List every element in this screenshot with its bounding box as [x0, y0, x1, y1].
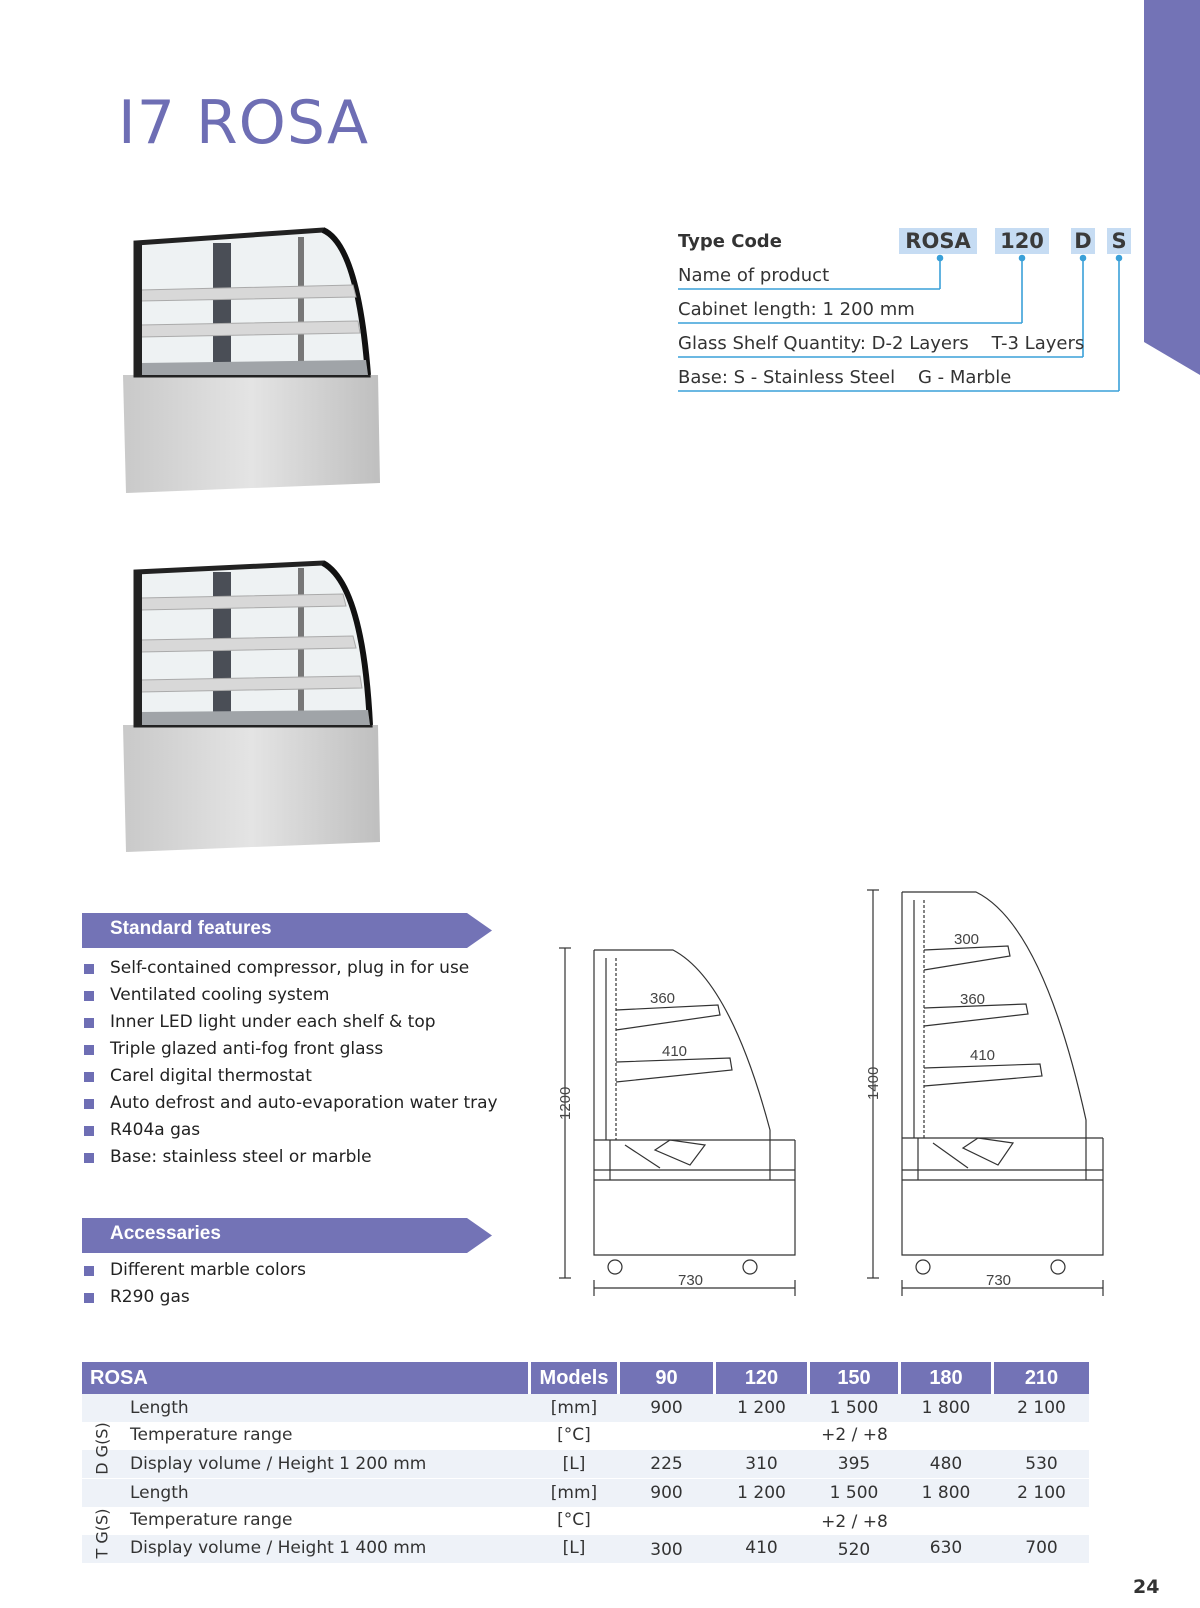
temperature-span: +2 / +8 — [821, 1512, 888, 1532]
row-unit: [°C] — [557, 1425, 591, 1445]
type-code-line-length: Cabinet length: 1 200 mm — [678, 299, 915, 320]
row-name: Temperature range — [130, 1510, 293, 1530]
cell-value: 520 — [837, 1540, 871, 1560]
page-number: 24 — [1133, 1576, 1160, 1598]
row-unit: [L] — [562, 1454, 586, 1474]
technical-drawing-d — [550, 940, 810, 1300]
drawing-d-height-label: 1200 — [557, 1086, 574, 1120]
list-item: Base: stainless steel or marble — [82, 1144, 498, 1171]
list-item: Triple glazed anti-fog front glass — [82, 1036, 498, 1063]
cell-value: 1 800 — [921, 1483, 971, 1503]
row-name: Length — [130, 1483, 189, 1503]
accessories-header — [82, 1218, 492, 1253]
cell-value: 530 — [1025, 1454, 1058, 1474]
list-item: Different marble colors — [82, 1257, 306, 1284]
page-title: I7 ROSA — [118, 88, 370, 158]
table-name-header: ROSA — [82, 1362, 528, 1394]
row-name: Temperature range — [130, 1425, 293, 1445]
drawing-t-shelf-2: 360 — [960, 991, 986, 1008]
drawing-t-shelf-3: 410 — [970, 1047, 996, 1064]
technical-drawing-t — [858, 880, 1118, 1300]
product-image-t-model — [118, 560, 388, 855]
group-label-t: T G(S) — [92, 1508, 112, 1559]
list-item: R290 gas — [82, 1284, 306, 1311]
type-code-line-shelf: Glass Shelf Quantity: D-2 Layers T-3 Layers — [678, 333, 1085, 354]
row-unit: [mm] — [550, 1483, 598, 1503]
row-unit: [L] — [562, 1538, 586, 1558]
list-item: Ventilated cooling system — [82, 982, 498, 1009]
cell-value: 2 100 — [1017, 1398, 1066, 1418]
drawing-d-shelf-2: 410 — [662, 1043, 688, 1060]
standard-features-title: Standard features — [110, 918, 272, 939]
cell-value: 395 — [837, 1454, 871, 1474]
group-label-d: D G(S) — [92, 1422, 112, 1475]
table-models-header: Models — [531, 1362, 617, 1394]
drawing-d-depth-label: 730 — [678, 1272, 704, 1289]
type-code-connectors — [0, 0, 1200, 420]
temperature-span: +2 / +8 — [821, 1425, 888, 1445]
list-item: Carel digital thermostat — [82, 1063, 498, 1090]
cell-value: 700 — [1025, 1538, 1058, 1558]
standard-features-header — [82, 913, 492, 948]
drawing-t-shelf-1: 300 — [954, 931, 980, 948]
cell-value: 410 — [745, 1538, 778, 1558]
row-name: Display volume / Height 1 400 mm — [130, 1538, 427, 1558]
list-item: Inner LED light under each shelf & top — [82, 1009, 498, 1036]
table-model-180: 180 — [901, 1362, 991, 1394]
cell-value: 300 — [650, 1540, 683, 1560]
accessories-title: Accessaries — [110, 1223, 221, 1244]
table-model-150: 150 — [810, 1362, 898, 1394]
cell-value: 1 800 — [921, 1398, 971, 1418]
type-code-badge-name: ROSA — [899, 228, 977, 254]
type-code-line-name: Name of product — [678, 265, 830, 286]
spec-table — [82, 1362, 1089, 1562]
table-model-120: 120 — [716, 1362, 807, 1394]
row-unit: [°C] — [557, 1510, 591, 1530]
cell-value: 2 100 — [1017, 1483, 1066, 1503]
row-name: Length — [130, 1398, 189, 1418]
table-model-210: 210 — [994, 1362, 1089, 1394]
cell-value: 1 500 — [829, 1483, 879, 1503]
list-item: R404a gas — [82, 1117, 498, 1144]
list-item: Self-contained compressor, plug in for use — [82, 955, 498, 982]
cell-value: 1 200 — [737, 1398, 786, 1418]
cell-value: 900 — [650, 1483, 683, 1503]
row-name: Display volume / Height 1 200 mm — [130, 1454, 427, 1474]
cell-value: 480 — [929, 1454, 963, 1474]
cell-value: 1 500 — [829, 1398, 879, 1418]
type-code-badge-base: S — [1107, 228, 1131, 254]
accessories-list — [82, 1257, 306, 1311]
type-code-heading: Type Code — [678, 231, 782, 252]
drawing-t-depth-label: 730 — [986, 1272, 1012, 1289]
list-item: Auto defrost and auto-evaporation water tray — [82, 1090, 498, 1117]
type-code-badge-length: 120 — [995, 228, 1049, 254]
row-unit: [mm] — [550, 1398, 598, 1418]
cell-value: 310 — [745, 1454, 778, 1474]
drawing-d-shelf-1: 360 — [650, 990, 676, 1007]
cell-value: 1 200 — [737, 1483, 786, 1503]
type-code-line-base: Base: S - Stainless Steel G - Marble — [678, 367, 1012, 388]
type-code-badge-shelf: D — [1071, 228, 1095, 254]
table-model-90: 90 — [620, 1362, 713, 1394]
cell-value: 225 — [650, 1454, 683, 1474]
standard-features-list — [82, 955, 498, 1171]
cell-value: 630 — [929, 1538, 963, 1558]
drawing-t-height-label: 1400 — [865, 1066, 882, 1100]
cell-value: 900 — [650, 1398, 683, 1418]
